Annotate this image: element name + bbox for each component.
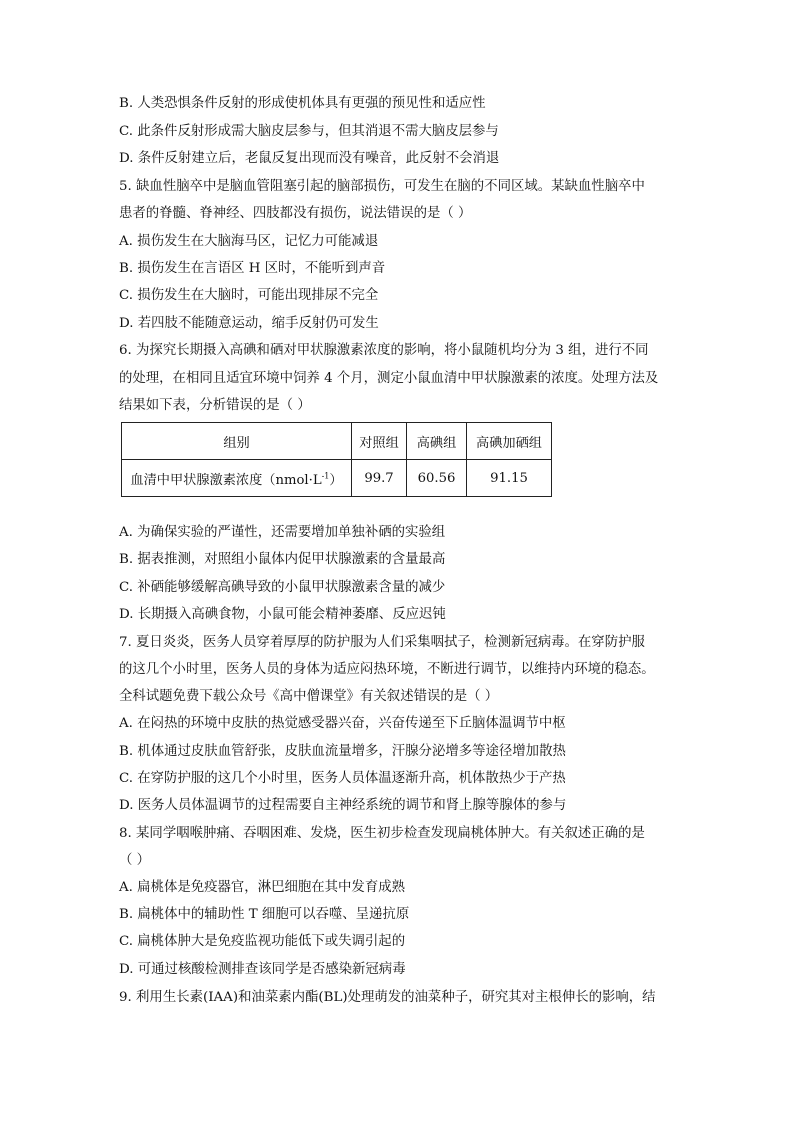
option-line: C. 扁桃体肿大是免疫监视功能低下或失调引起的 bbox=[119, 934, 406, 949]
option-line: C. 此条件反射形成需大脑皮层参与，但其消退不需大脑皮层参与 bbox=[119, 124, 499, 139]
question-line: （ ） bbox=[119, 853, 151, 868]
option-line: B. 人类恐惧条件反射的形成使机体具有更强的预见性和适应性 bbox=[119, 96, 486, 111]
option-line: C. 损伤发生在大脑时，可能出现排尿不完全 bbox=[119, 288, 379, 303]
option-line: C. 补硒能够缓解高碘导致的小鼠甲状腺激素含量的减少 bbox=[119, 580, 446, 595]
option-line: D. 可通过核酸检测排查该同学是否感染新冠病毒 bbox=[119, 962, 406, 977]
question-line: 7. 夏日炎炎，医务人员穿着厚厚的防护服为人们采集咽拭子，检测新冠病毒。在穿防护服 bbox=[119, 635, 645, 650]
question-line: 5. 缺血性脑卒中是脑血管阻塞引起的脑部损伤，可发生在脑的不同区域。某缺血性脑卒中 bbox=[119, 179, 645, 194]
question-line: 9. 利用生长素(IAA)和油菜素内酯(BL)处理萌发的油菜种子，研究其对主根伸长的影响，结 bbox=[119, 990, 656, 1005]
option-line: B. 机体通过皮肤血管舒张，皮肤血流量增多，汗腺分泌增多等途径增加散热 bbox=[119, 744, 566, 759]
table-header-cell: 对照组 bbox=[352, 423, 407, 460]
option-line: D. 若四肢不能随意运动，缩手反射仍可发生 bbox=[119, 316, 379, 331]
table-header-cell: 高碘加硒组 bbox=[467, 423, 552, 460]
question-line: 患者的脊髓、脊神经、四肢都没有损伤，说法错误的是（ ） bbox=[119, 206, 472, 221]
question-line: 的处理，在相同且适宜环境中饲养 4 个月，测定小鼠血清中甲状腺激素的浓度。处理方法及 bbox=[119, 371, 659, 386]
table-cell: 91.15 bbox=[467, 460, 552, 497]
table-row-label: 血清中甲状腺激素浓度$(nmol\cdot L^{-1})$ bbox=[122, 460, 352, 497]
question-line: 结果如下表，分析错误的是（ ） bbox=[119, 398, 311, 413]
option-line: C. 在穿防护服的这几个小时里，医务人员体温逐渐升高，机体散热少于产热 bbox=[119, 771, 566, 786]
option-line: A. 扁桃体是免疫器官，淋巴细胞在其中发育成熟 bbox=[119, 880, 405, 895]
option-line: B. 损伤发生在言语区 H 区时，不能听到声音 bbox=[119, 261, 386, 276]
table-header-cell: 高碘组 bbox=[407, 423, 467, 460]
table-cell: 99.7 bbox=[352, 460, 407, 497]
option-line: A. 在闷热的环境中皮肤的热觉感受器兴奋，兴奋传递至下丘脑体温调节中枢 bbox=[119, 716, 566, 731]
option-line: B. 据表推测，对照组小鼠体内促甲状腺激素的含量最高 bbox=[119, 552, 446, 567]
question-line: 全科试题免费下载公众号《高中僧课堂》有关叙述错误的是（ ） bbox=[119, 689, 499, 704]
table-row bbox=[122, 460, 552, 497]
option-line: B. 扁桃体中的辅助性 T 细胞可以吞噬、呈递抗原 bbox=[119, 907, 410, 922]
data-table bbox=[121, 422, 552, 497]
option-line: D. 长期摄入高碘食物，小鼠可能会精神萎靡、反应迟钝 bbox=[119, 607, 446, 622]
question-line: 的这几个小时里，医务人员的身体为适应闷热环境，不断进行调节，以维持内环境的稳态。 bbox=[119, 662, 655, 677]
table-header-cell: 组别 bbox=[122, 423, 352, 460]
question-line: 6. 为探究长期摄入高碘和硒对甲状腺激素浓度的影响，将小鼠随机均分为 3 组，进行不同 bbox=[119, 343, 649, 358]
option-line: D. 医务人员体温调节的过程需要自主神经系统的调节和肾上腺等腺体的参与 bbox=[119, 798, 567, 813]
table-cell: 60.56 bbox=[407, 460, 467, 497]
option-line: A. 为确保实验的严谨性，还需要增加单独补硒的实验组 bbox=[119, 525, 446, 540]
option-line: D. 条件反射建立后，老鼠反复出现而没有噪音，此反射不会消退 bbox=[119, 151, 500, 166]
question-line: 8. 某同学咽喉肿痛、吞咽困难、发烧，医生初步检查发现扁桃体肿大。有关叙述正确的是 bbox=[119, 826, 645, 841]
table-header-row bbox=[122, 423, 552, 460]
option-line: A. 损伤发生在大脑海马区，记忆力可能减退 bbox=[119, 234, 379, 249]
